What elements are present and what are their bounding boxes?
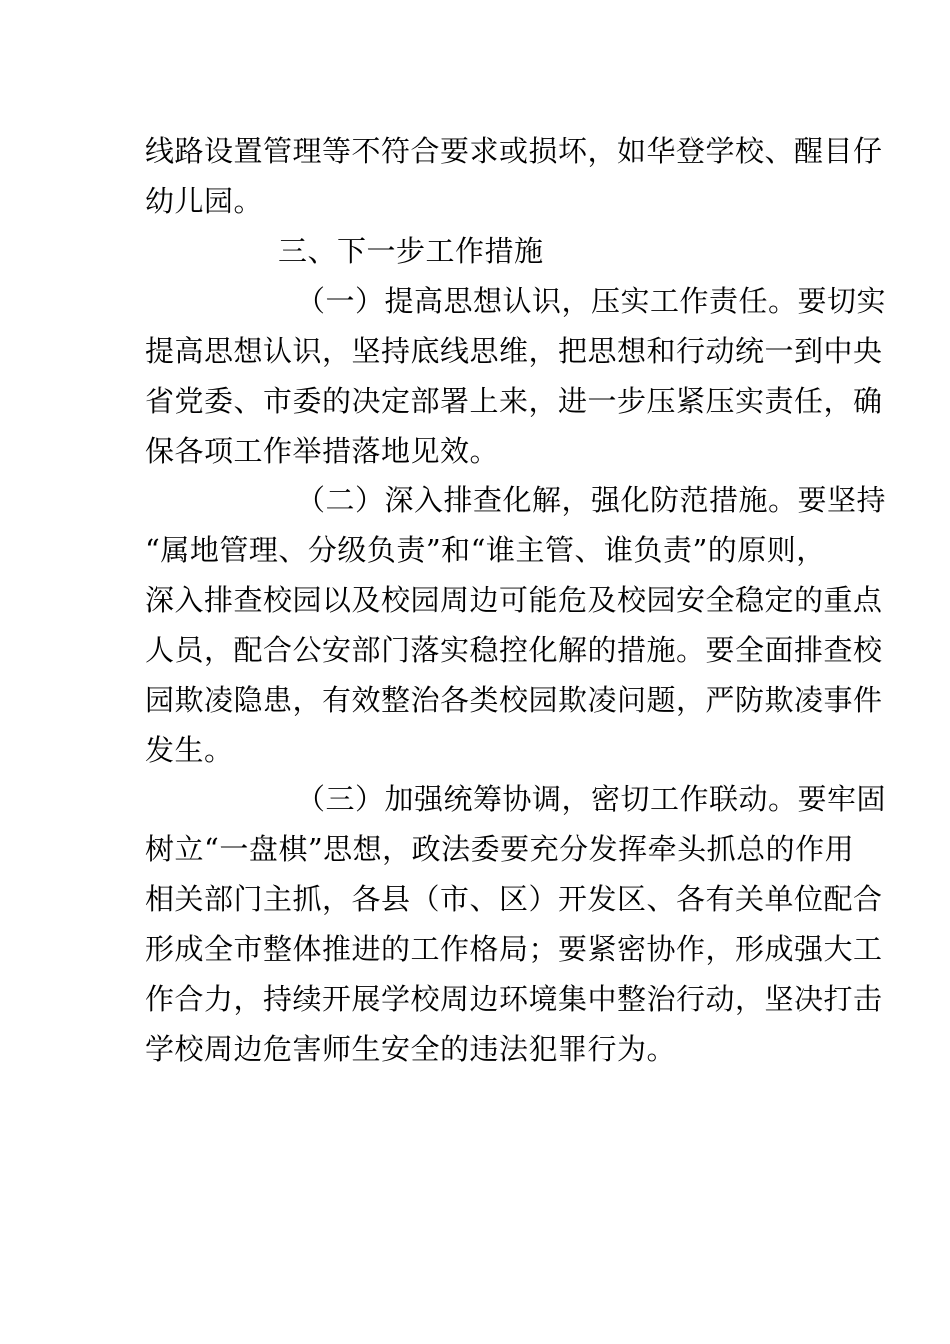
text-line: 提高思想认识，坚持底线思维，把思想和行动统一到中央 (145, 334, 883, 368)
text-line: 省党委、市委的决定部署上来，进一步压紧压实责任，确 (145, 384, 883, 418)
subsection-heading-3: （三）加强统筹协调，密切工作联动。要牢固 (296, 782, 887, 816)
text-line: 发生。 (145, 733, 234, 767)
subsection-heading-1: （一）提高思想认识，压实工作责任。要切实 (296, 284, 887, 318)
text-line: 树立“一盘棋”思想，政法委要充分发挥牵头抓总的作用 (145, 832, 855, 866)
text-line: 作合力，持续开展学校周边环境集中整治行动，坚决打击 (145, 982, 883, 1016)
subsection-heading-2: （二）深入排查化解，强化防范措施。要坚持 (296, 483, 887, 517)
text-line: “属地管理、分级负责”和“谁主管、谁负责”的原则， (145, 533, 826, 567)
section-heading: 三、下一步工作措施 (278, 234, 544, 268)
text-line: 相关部门主抓，各县（市、区）开发区、各有关单位配合 (145, 882, 883, 916)
text-line: 深入排查校园以及校园周边可能危及校园安全稳定的重点 (145, 583, 883, 617)
text-line: 保各项工作举措落地见效。 (145, 434, 500, 468)
text-line: 人员，配合公安部门落实稳控化解的措施。要全面排查校 (145, 633, 883, 667)
text-line: 线路设置管理等不符合要求或损坏，如华登学校、醒目仔 (145, 134, 883, 168)
text-line: 幼儿园。 (145, 184, 264, 218)
text-line: 学校周边危害师生安全的违法犯罪行为。 (145, 1032, 677, 1066)
text-line: 形成全市整体推进的工作格局；要紧密协作，形成强大工 (145, 932, 883, 966)
text-line: 园欺凌隐患，有效整治各类校园欺凌问题，严防欺凌事件 (145, 683, 883, 717)
